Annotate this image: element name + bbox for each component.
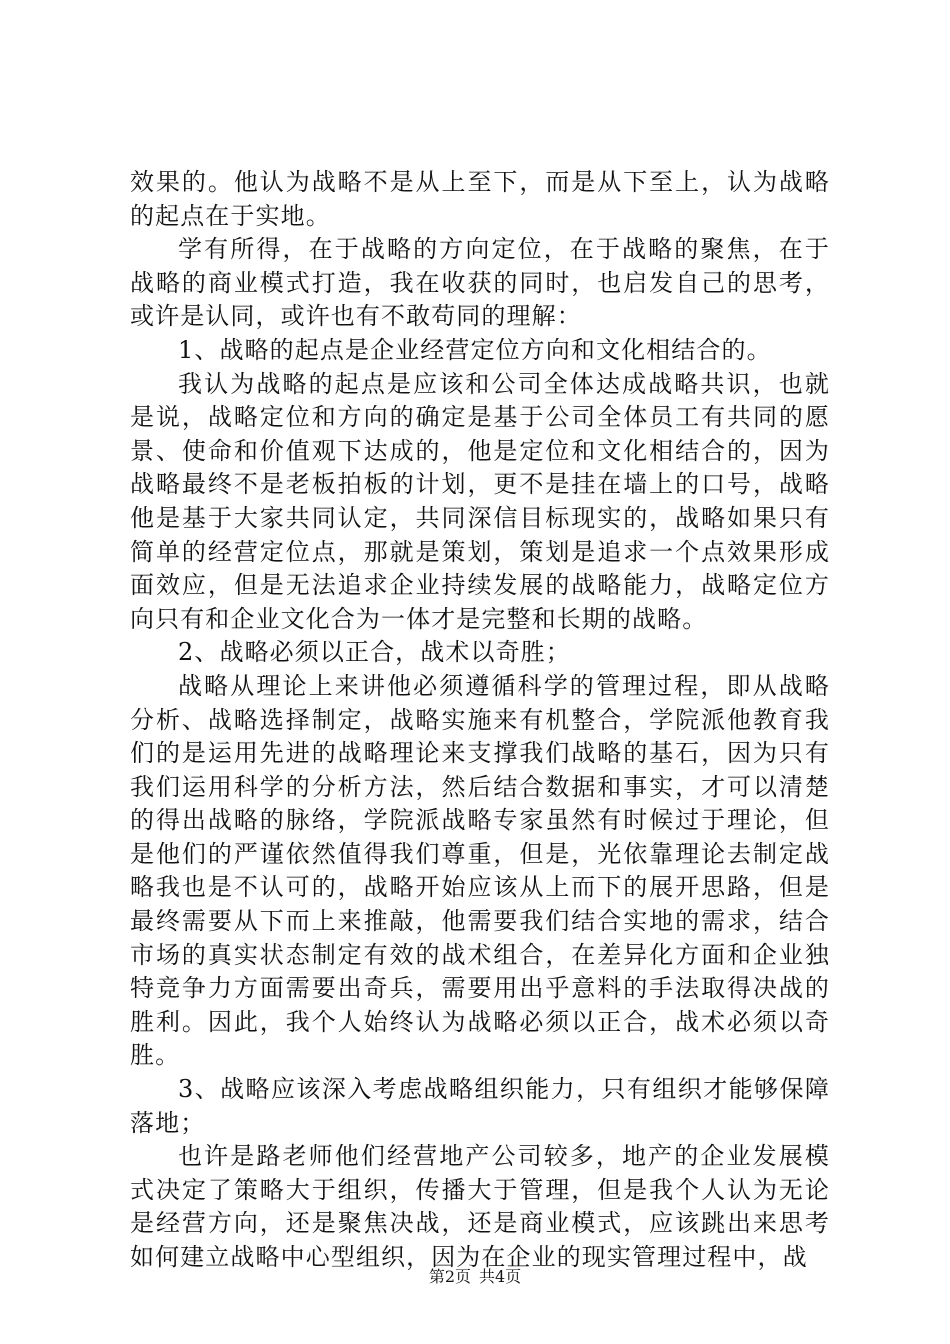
page-number: 第2页 (428, 1267, 471, 1286)
page-footer (0, 1267, 950, 1287)
document-body (130, 166, 830, 1275)
paragraph-1: 效果的。他认为战略不是从上至下，而是从下至上，认为战略的起点在于实地。 (130, 168, 830, 230)
section-heading-3: 3、战略应该深入考虑战略组织能力，只有组织才能够保障落地； (130, 1075, 830, 1137)
paragraph-3: 我认为战略的起点是应该和公司全体达成战略共识，也就是说，战略定位和方向的确定是基于公司全体员工有共同的愿景、使命和价值观下达成的，他是定位和文化相结合的，因为战略最终不是老板拍板的计划，更不是挂在墙上的口号，战略他是基于大家共同认定，共同深信目标现实的，战略如果只有简单的经营定位点，那就是策划，策划是追求一个点效果形成面效应，但是无法追求企业持续发展的战略能力，战略定位方向只有和企业文化合为一体才是完整和长期的战略。 (130, 369, 830, 633)
section-heading-1: 1、战略的起点是企业经营定位方向和文化相结合的。 (178, 335, 772, 364)
section-heading-2: 2、战略必须以正合，战术以奇胜； (178, 638, 571, 667)
paragraph-4: 战略从理论上来讲他必须遵循科学的管理过程，即从战略分析、战略选择制定，战略实施来有机整合，学院派他教育我们的是运用先进的战略理论来支撑我们战略的基石，因为只有我们运用科学的分析方法，然后结合数据和事实，才可以清楚的得出战略的脉络，学院派战略专家虽然有时候过于理论，但是他们的严谨依然值得我们尊重，但是，光依靠理论去制定战略我也是不认可的，战略开始应该从上而下的展开思路，但是最终需要从下而上来推敲，他需要我们结合实地的需求，结合市场的真实状态制定有效的战术组合，在差异化方面和企业独特竞争力方面需要出奇兵，需要用出乎意料的手法取得决战的胜利。因此，我个人始终认为战略必须以正合，战术必须以奇胜。 (130, 671, 830, 1070)
paragraph-5: 也许是路老师他们经营地产公司较多，地产的企业发展模式决定了策略大于组织，传播大于管理，但是我个人认为无论是经营方向，还是聚焦决战，还是商业模式，应该跳出来思考如何建立战略中心型组织，因为在企业的现实管理过程中，战 (130, 1142, 830, 1271)
page-total: 共4页 (479, 1267, 522, 1286)
paragraph-2: 学有所得，在于战略的方向定位，在于战略的聚焦，在于战略的商业模式打造，我在收获的同时，也启发自己的思考，或许是认同，或许也有不敢苟同的理解： (130, 235, 830, 331)
